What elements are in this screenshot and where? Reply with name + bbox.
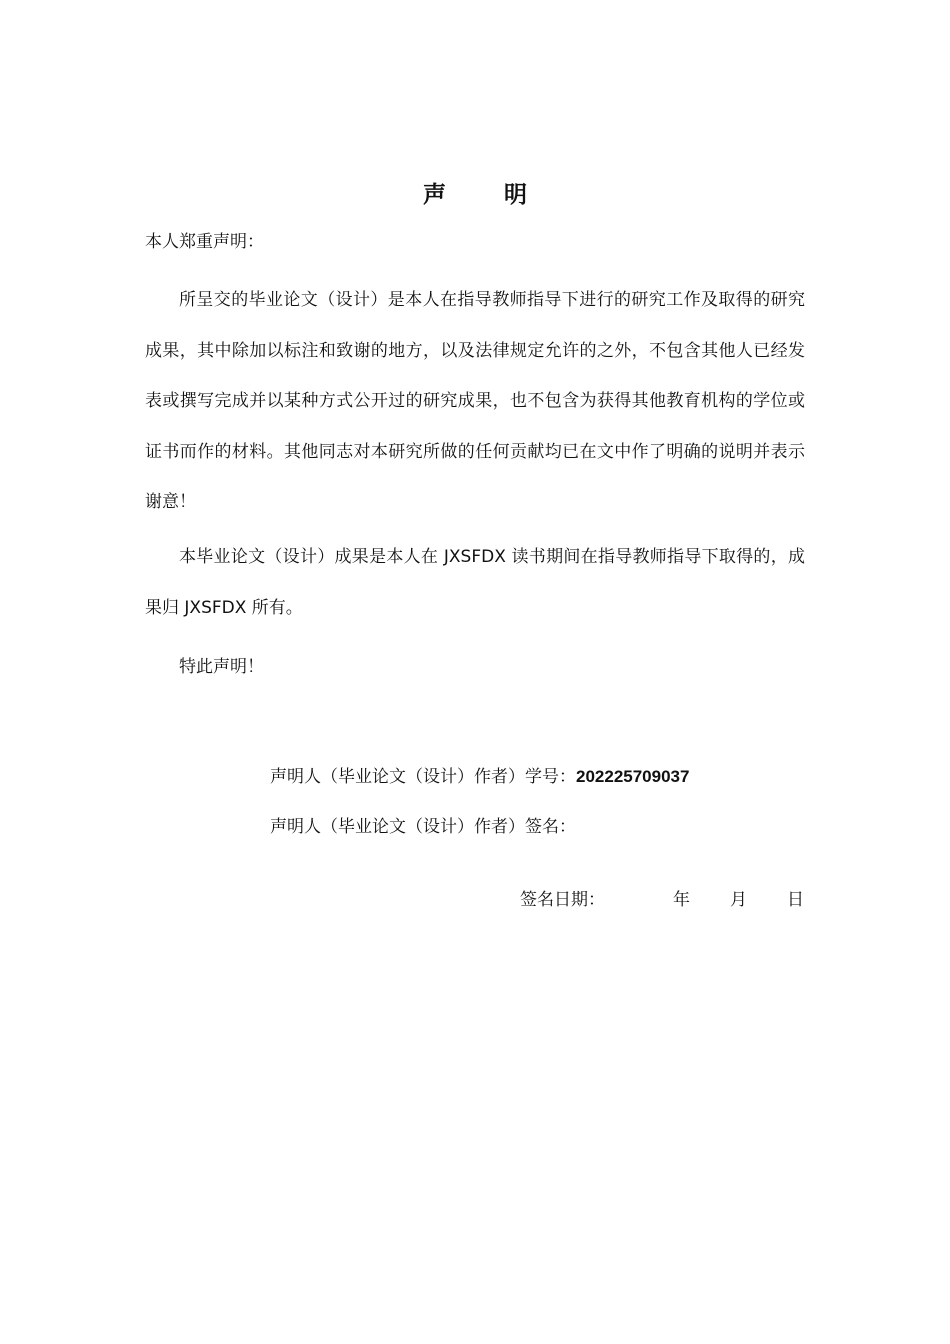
date-year: 年 bbox=[673, 890, 690, 910]
paragraph-ownership: 本毕业论文（设计）成果是本人在 JXSFDX 读书期间在指导教师指导下取得的，成果归 JXSFDX 所有。 bbox=[145, 547, 805, 618]
signature-date-line bbox=[520, 888, 804, 912]
student-id-label: 声明人（毕业论文（设计）作者）学号： bbox=[270, 767, 576, 787]
paragraph-originality: 所呈交的毕业论文（设计）是本人在指导教师指导下进行的研究工作及取得的研究成果，其中除加以标注和致谢的地方，以及法律规定允许的之外，不包含其他人已经发表或撰写完成并以某种方式公开过的研究成果，也不包含为获得其他教育机构的学位或证书而作的材料。其他同志对本研究所做的任何贡献均已在文中作了明确的说明并表示谢意！ bbox=[145, 290, 805, 512]
signature-label: 声明人（毕业论文（设计）作者）签名： bbox=[270, 817, 576, 837]
student-id-value: 202225709037 bbox=[576, 767, 690, 786]
page-title bbox=[0, 176, 950, 209]
paragraph-closing: 特此声明！ bbox=[179, 657, 264, 677]
date-day: 日 bbox=[787, 890, 804, 910]
title-part-2: 明 bbox=[504, 182, 527, 208]
student-id-line bbox=[270, 765, 689, 789]
date-label: 签名日期： bbox=[520, 890, 605, 910]
intro-text: 本人郑重声明： bbox=[145, 232, 264, 252]
date-month: 月 bbox=[730, 890, 747, 910]
signature-line bbox=[270, 815, 576, 839]
title-part-1: 声 bbox=[423, 182, 446, 208]
